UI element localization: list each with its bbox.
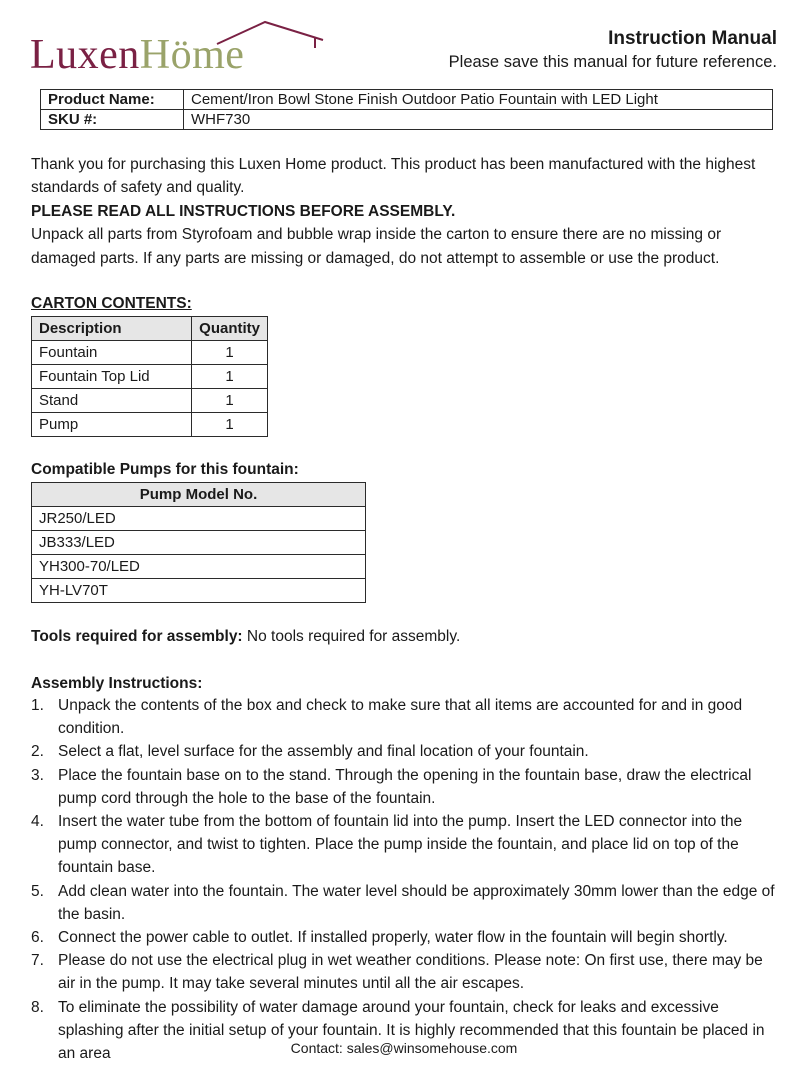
table-row bbox=[32, 555, 366, 579]
column-header-quantity: Quantity bbox=[192, 317, 268, 341]
table-row bbox=[32, 507, 366, 531]
pump-model-cell: JB333/LED bbox=[32, 531, 366, 555]
page-title: Instruction Manual bbox=[608, 28, 777, 49]
table-row bbox=[32, 341, 268, 365]
table-row bbox=[32, 413, 268, 437]
step-text: Unpack the contents of the box and check to make sure that all items are accounted for and in good condition. bbox=[58, 697, 743, 738]
step-text: Connect the power cable to outlet. If installed properly, water flow in the fountain will begin shortly. bbox=[58, 929, 728, 947]
assembly-steps-list bbox=[31, 694, 781, 1065]
please-read-notice: PLEASE READ ALL INSTRUCTIONS BEFORE ASSEMBLY. bbox=[31, 202, 456, 220]
carton-item-description: Fountain bbox=[32, 341, 192, 365]
list-item bbox=[31, 880, 781, 926]
pump-model-cell: YH-LV70T bbox=[32, 579, 366, 603]
carton-item-quantity: 1 bbox=[192, 365, 268, 389]
unpack-paragraph: Unpack all parts from Styrofoam and bubble wrap inside the carton to ensure there are no missing or damaged parts. If any parts are missing or damaged, do not attempt to assemble or use the product. bbox=[31, 226, 722, 267]
table-header-row bbox=[32, 483, 366, 507]
sku-value: WHF730 bbox=[184, 110, 773, 130]
tools-label: Tools required for assembly: bbox=[31, 628, 243, 645]
step-text: Select a flat, level surface for the assembly and final location of your fountain. bbox=[58, 743, 589, 761]
table-row bbox=[32, 531, 366, 555]
pumps-table bbox=[31, 482, 366, 603]
step-number: 6. bbox=[31, 929, 44, 947]
table-row bbox=[41, 110, 773, 130]
brand-logo bbox=[30, 14, 300, 76]
step-text: Insert the water tube from the bottom of fountain lid into the pump. Insert the LED connector into the pump connector, and twist to tighten. Place the pump inside the fountain, and place lid on top of the fountain base. bbox=[58, 813, 743, 877]
column-header-pump-model: Pump Model No. bbox=[32, 483, 366, 507]
step-text: Place the fountain base on to the stand. Through the opening in the fountain base, draw the electrical pump cord through the hole to the base of the fountain. bbox=[58, 766, 752, 807]
sku-label: SKU #: bbox=[41, 110, 184, 130]
page-subtitle: Please save this manual for future reference. bbox=[448, 53, 777, 71]
carton-item-quantity: 1 bbox=[192, 341, 268, 365]
carton-item-description: Pump bbox=[32, 413, 192, 437]
step-number: 1. bbox=[31, 697, 44, 714]
contact-footer: Contact: sales@winsomehouse.com bbox=[290, 1040, 518, 1056]
product-name-value: Cement/Iron Bowl Stone Finish Outdoor Patio Fountain with LED Light bbox=[184, 90, 773, 110]
step-number: 7. bbox=[31, 952, 44, 970]
list-item bbox=[31, 740, 781, 763]
list-item bbox=[31, 926, 781, 949]
carton-heading: CARTON CONTENTS: bbox=[31, 295, 192, 312]
step-text: Add clean water into the fountain. The water level should be approximately 30mm lower than the edge of the basin. bbox=[58, 882, 775, 923]
column-header-description: Description bbox=[32, 317, 192, 341]
list-item bbox=[31, 810, 781, 880]
list-item bbox=[31, 764, 781, 810]
pump-model-cell: YH300-70/LED bbox=[32, 555, 366, 579]
list-item bbox=[31, 949, 781, 995]
step-number: 4. bbox=[31, 813, 44, 831]
logo-home: Höme bbox=[139, 32, 245, 78]
table-header-row bbox=[32, 317, 268, 341]
step-number: 3. bbox=[31, 766, 44, 784]
carton-item-quantity: 1 bbox=[192, 389, 268, 413]
step-number: 2. bbox=[31, 743, 44, 761]
logo-luxen: Luxen bbox=[30, 32, 140, 78]
product-name-label: Product Name: bbox=[41, 90, 184, 110]
step-number: 8. bbox=[31, 998, 44, 1016]
table-row bbox=[32, 389, 268, 413]
list-item bbox=[31, 694, 781, 740]
tools-line bbox=[31, 625, 781, 648]
step-number: 5. bbox=[31, 882, 44, 900]
carton-item-description: Fountain Top Lid bbox=[32, 365, 192, 389]
carton-item-quantity: 1 bbox=[192, 413, 268, 437]
thanks-paragraph: Thank you for purchasing this Luxen Home product. This product has been manufactured with the highest standards of safety and quality. bbox=[31, 156, 756, 197]
tools-value: No tools required for assembly. bbox=[242, 628, 461, 645]
assembly-heading: Assembly Instructions: bbox=[31, 675, 203, 692]
logo-wordmark bbox=[30, 34, 244, 76]
product-table bbox=[40, 89, 773, 130]
intro-block bbox=[31, 153, 781, 270]
pump-model-cell: JR250/LED bbox=[32, 507, 366, 531]
table-row bbox=[32, 579, 366, 603]
carton-item-description: Stand bbox=[32, 389, 192, 413]
carton-table bbox=[31, 316, 268, 437]
step-text: To eliminate the possibility of water damage around your fountain, check for leaks and excessive splashing after the initial setup of your fountain. It is highly recommended that this fountain be placed in an area bbox=[58, 998, 765, 1063]
table-row bbox=[41, 90, 773, 110]
table-row bbox=[32, 365, 268, 389]
step-text: Please do not use the electrical plug in wet weather conditions. Please note: On first use, there may be air in the pump. It may take several minutes until all the air escapes. bbox=[58, 952, 763, 993]
pumps-heading: Compatible Pumps for this fountain: bbox=[31, 461, 299, 478]
